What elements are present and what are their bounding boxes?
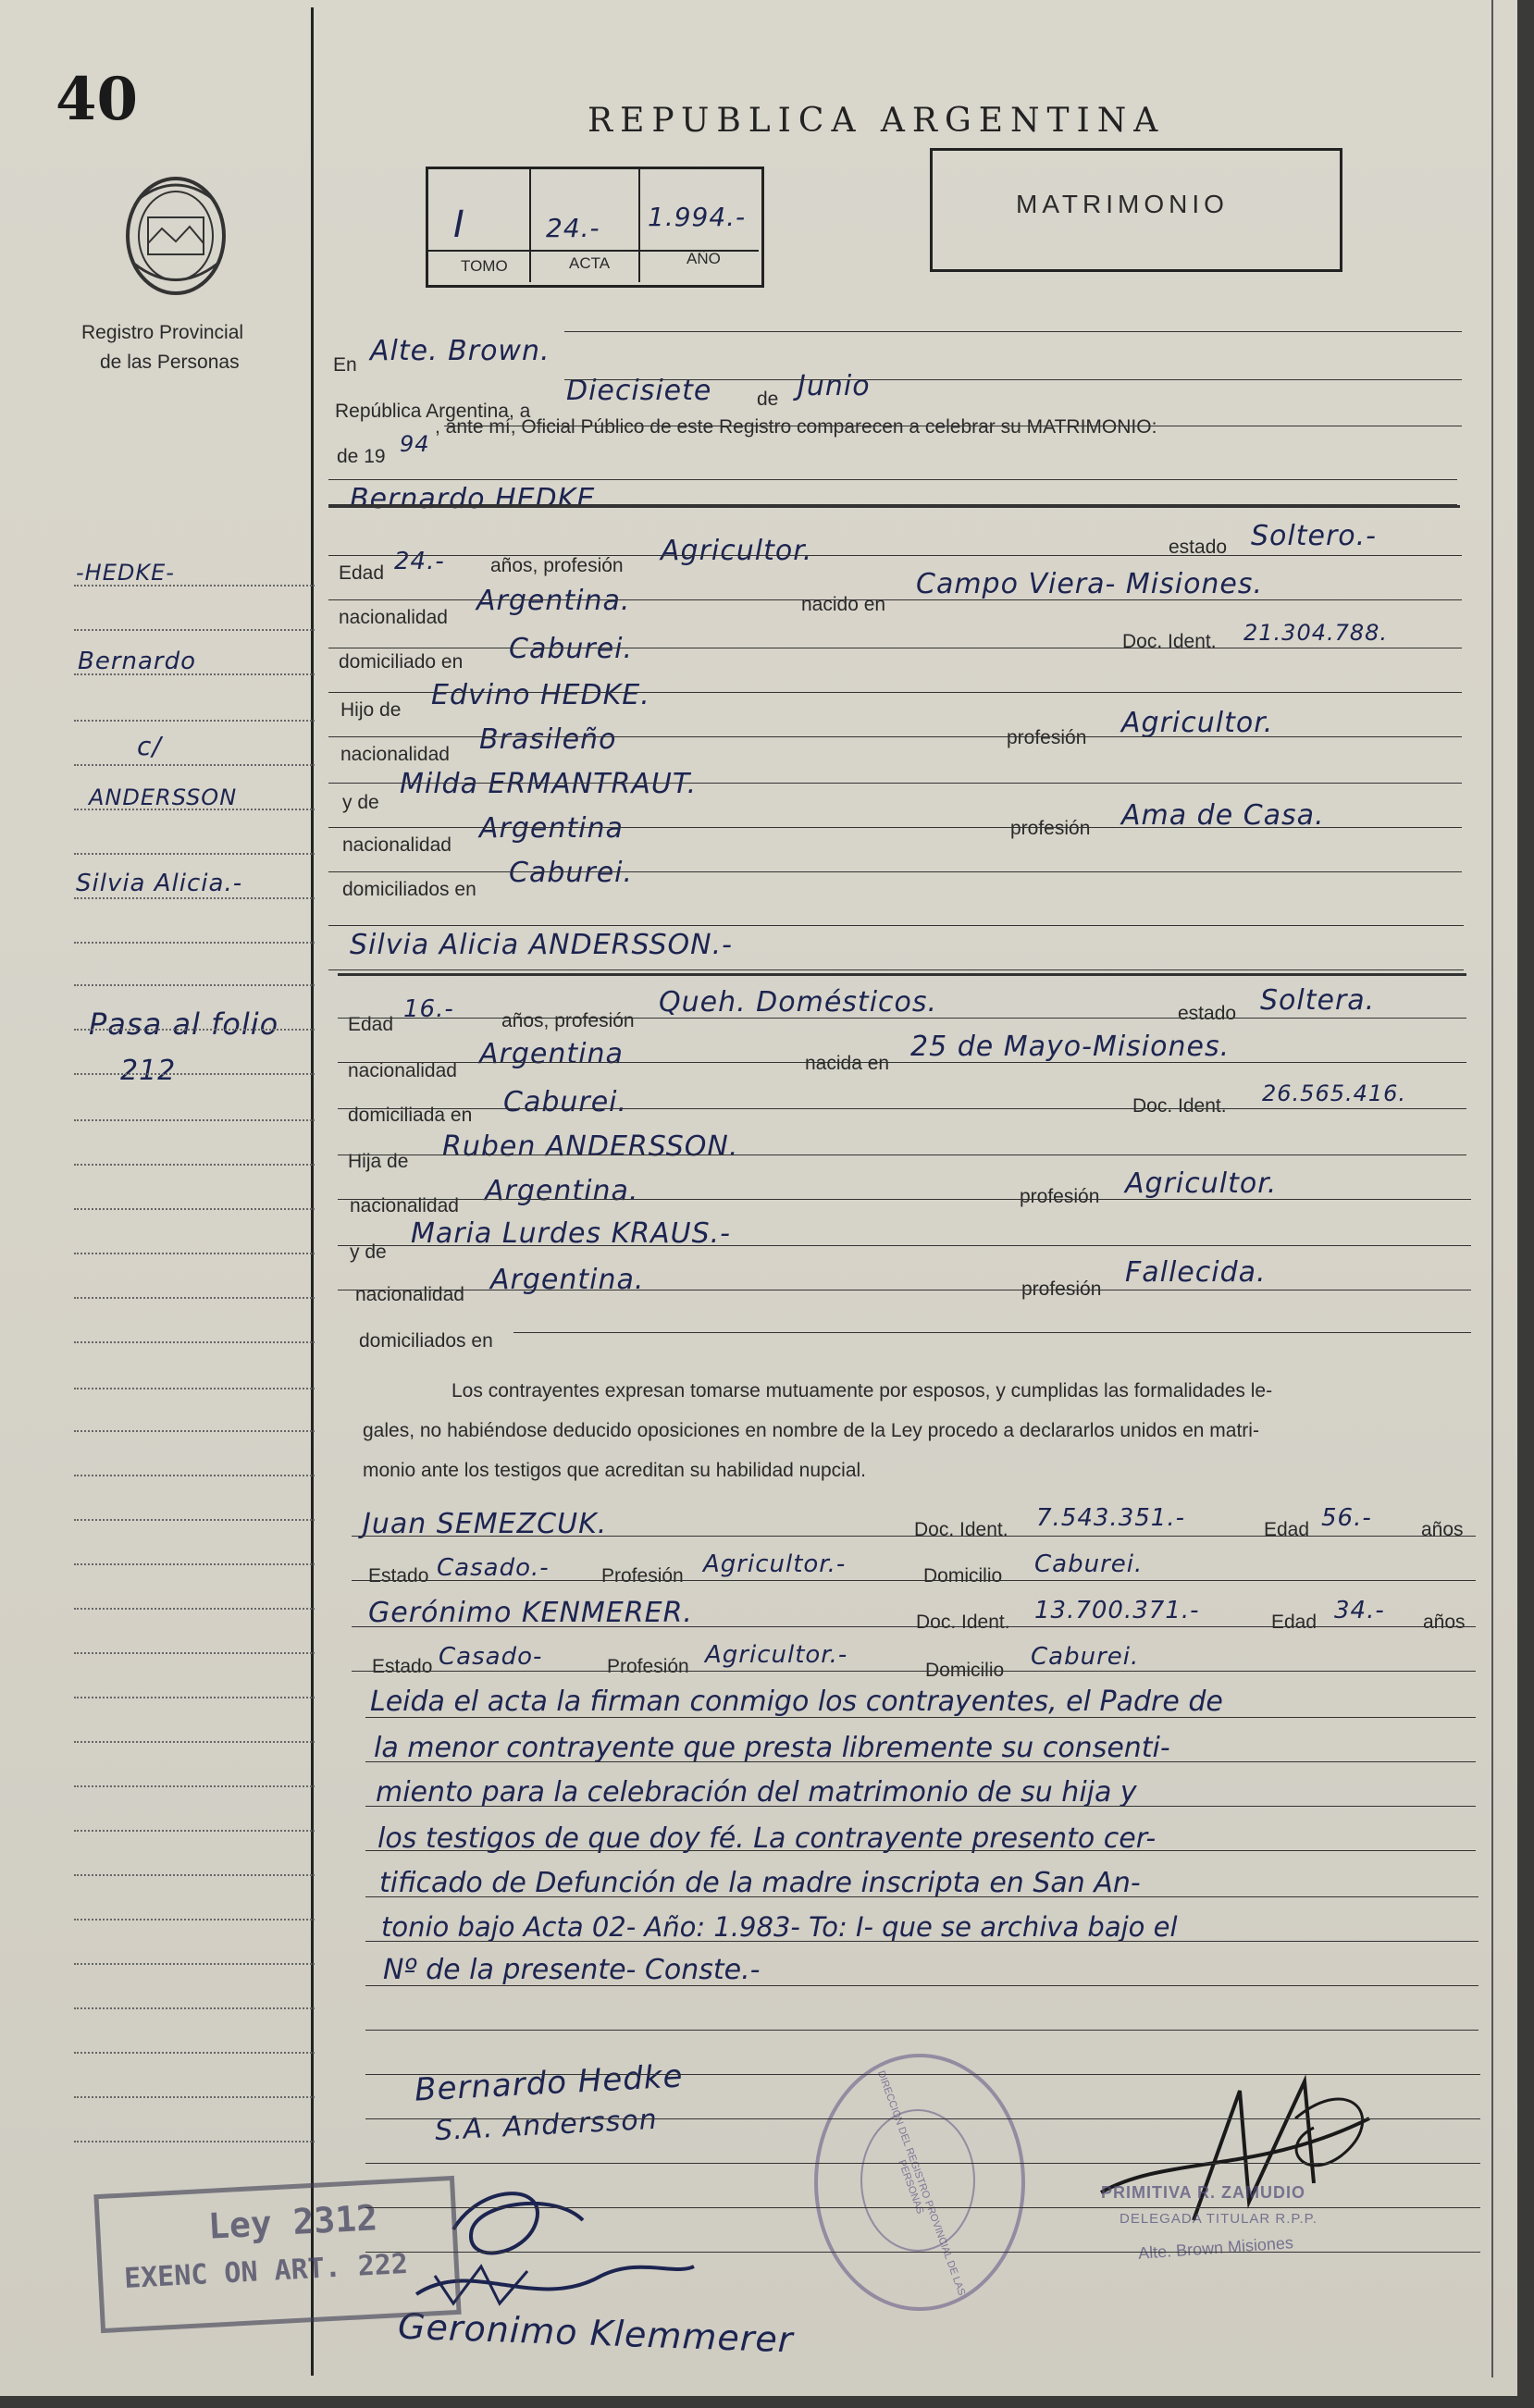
margin-dotted-line <box>74 942 315 944</box>
ley-stamp-line2: EXENC ON ART. 222 <box>123 2247 409 2296</box>
form-rule <box>365 2163 1480 2164</box>
form-rule <box>328 692 1462 693</box>
bride-domicilio: Caburei. <box>503 1086 628 1118</box>
acta-value: 24.- <box>546 213 600 243</box>
form-rule <box>328 827 1462 828</box>
groom-edad-label: Edad <box>339 562 385 584</box>
form-rule <box>328 871 1462 872</box>
margin-dotted-line <box>74 1119 315 1121</box>
registry-title-2: de las Personas <box>100 352 240 373</box>
form-rule <box>365 1717 1476 1718</box>
form-rule <box>328 783 1462 784</box>
margin-dotted-line <box>74 1874 315 1876</box>
margin-dotted-line <box>74 1388 315 1389</box>
note-line-4: los testigos de que doy fé. La contrayente presento cer- <box>377 1822 1157 1855</box>
bride-mother-nac-label: nacionalidad <box>355 1284 464 1305</box>
margin-dotted-line <box>74 764 315 766</box>
witness2-name: Gerónimo KENMERER. <box>368 1597 693 1629</box>
official-stamp-l2: DELEGADA TITULAR R.P.P. <box>1120 2211 1318 2227</box>
bride-name: Silvia Alicia ANDERSSON.- <box>350 929 733 961</box>
witness1-name: Juan SEMEZCUK. <box>363 1508 608 1540</box>
groom-prof-label: años, profesión <box>490 555 624 576</box>
form-rule <box>365 2074 1480 2075</box>
note-line-7: Nº de la presente- Conste.- <box>383 1954 761 1986</box>
official-stamp-l1: PRIMITIVA R. ZAMUDIO <box>1101 2183 1305 2202</box>
folio-number: 40 <box>56 65 139 134</box>
margin-dotted-line <box>74 1475 315 1476</box>
groom-edad: 24.- <box>394 548 445 575</box>
groom-mother-nac-label: nacionalidad <box>342 834 452 856</box>
document-title: REPUBLICA ARGENTINA <box>588 102 1166 140</box>
witness2-estado-label: Estado <box>372 1656 433 1677</box>
margin-dotted-line <box>74 1741 315 1743</box>
groom-profesion: Agricultor. <box>661 535 813 567</box>
groom-dom-label: domiciliado en <box>339 651 464 673</box>
margin-dotted-line <box>74 673 315 675</box>
bride-father-nac-label: nacionalidad <box>350 1195 459 1216</box>
form-rule <box>365 2118 1480 2119</box>
groom-nacido: Campo Viera- Misiones. <box>916 568 1264 600</box>
bride-estado: Soltera. <box>1260 984 1376 1017</box>
month-value: Junio <box>798 370 871 402</box>
declaration-line-2: gales, no habiéndose deducido oposiciones en nombre de la Ley procedo a declararlos unidos en matri- <box>363 1420 1259 1441</box>
form-rule <box>338 1108 1466 1109</box>
margin-dotted-line <box>74 1830 315 1832</box>
margin-divider <box>311 7 314 2376</box>
form-rule <box>365 1761 1476 1762</box>
republica-label: República Argentina, a <box>335 401 531 422</box>
bride-nacida: 25 de Mayo-Misiones. <box>910 1031 1231 1063</box>
form-rule <box>365 1985 1478 1986</box>
groom-doc-label: Doc. Ident. <box>1122 631 1217 652</box>
form-rule <box>352 1536 1476 1537</box>
margin-dotted-line <box>74 1253 315 1254</box>
groom-doms-label: domiciliados en <box>342 879 476 900</box>
witness2-dom: Caburei. <box>1031 1643 1140 1671</box>
margin-dotted-line <box>74 629 315 631</box>
groom-father-nac: Brasileño <box>479 723 617 756</box>
groom-yde-label: y de <box>342 792 379 813</box>
margin-dotted-line <box>74 1297 315 1299</box>
declaration-line-1: Los contrayentes expresan tomarse mutuamente por esposos, y cumplidas las formalidades le- <box>452 1380 1273 1402</box>
bride-nacionalidad: Argentina <box>479 1038 624 1070</box>
form-rule <box>365 1850 1476 1851</box>
witness1-prof: Agricultor.- <box>703 1550 847 1578</box>
bride-mother-prof-label: profesión <box>1021 1278 1102 1300</box>
bride-nac-label: nacionalidad <box>348 1060 457 1081</box>
groom-nacido-label: nacido en <box>801 594 886 615</box>
groom-nacionalidad: Argentina. <box>476 585 631 617</box>
margin-dotted-line <box>74 1519 315 1521</box>
right-border <box>1491 0 1493 2377</box>
bride-hija-label: Hija de <box>348 1151 409 1172</box>
bride-profesion: Queh. Domésticos. <box>659 986 938 1019</box>
groom-doc: 21.304.788. <box>1243 620 1389 646</box>
witness1-estado-label: Estado <box>368 1565 429 1587</box>
form-rule <box>352 1671 1476 1672</box>
margin-dotted-line <box>74 1652 315 1654</box>
groom-estado: Soltero.- <box>1251 520 1378 552</box>
form-rule <box>352 1580 1476 1581</box>
bride-father-prof-label: profesión <box>1020 1186 1100 1207</box>
ano-value: 1.994.- <box>648 202 747 232</box>
witness2-prof-label: Profesión <box>607 1656 689 1677</box>
margin-note-bride: Silvia Alicia.- <box>76 870 243 897</box>
margin-dotted-line <box>74 897 315 899</box>
acta-label: ACTA <box>569 254 611 272</box>
form-rule <box>328 736 1462 737</box>
bride-estado-label: estado <box>1178 1003 1237 1024</box>
groom-domicilio: Caburei. <box>509 633 634 665</box>
round-stamp-text: DIRECCION DEL REGISTRO PROVINCIAL DE LAS PERSONAS <box>874 2068 968 2298</box>
bride-father: Ruben ANDERSSON. <box>442 1130 739 1163</box>
groom-mother: Milda ERMANTRAUT. <box>400 768 698 800</box>
margin-dotted-line <box>74 1963 315 1965</box>
section-separator <box>328 505 1460 508</box>
bride-mother-prof: Fallecida. <box>1125 1256 1267 1289</box>
witness2-prof: Agricultor.- <box>705 1641 848 1669</box>
margin-dotted-line <box>74 1563 315 1565</box>
groom-father: Edvino HEDKE. <box>431 679 650 711</box>
margin-dotted-line <box>74 1073 315 1075</box>
form-rule <box>352 1626 1476 1627</box>
witness1-estado: Casado.- <box>437 1554 550 1582</box>
form-rule <box>338 1199 1471 1200</box>
form-rule <box>365 1806 1476 1807</box>
declaration-line-3: monio ante los testigos que acreditan su habilidad nupcial. <box>363 1460 867 1481</box>
groom-mother-prof: Ama de Casa. <box>1121 799 1325 832</box>
bride-father-nac: Argentina. <box>485 1175 639 1207</box>
margin-dotted-line <box>74 984 315 986</box>
bride-yde-label: y de <box>350 1241 387 1263</box>
note-line-2: la menor contrayente que presta libremente su consenti- <box>374 1732 1170 1764</box>
intro-text: , ante mí, Oficial Público de este Registro comparecen a celebrar su MATRIMONIO: <box>435 416 1157 438</box>
year-prefix: de 19 <box>337 446 386 467</box>
margin-dotted-line <box>74 2141 315 2143</box>
witness2-edad-label: Edad <box>1271 1612 1318 1633</box>
groom-estado-label: estado <box>1169 537 1228 558</box>
form-rule <box>564 331 1462 332</box>
groom-nac-label: nacionalidad <box>339 607 448 628</box>
form-rule <box>328 925 1464 926</box>
margin-dotted-line <box>74 853 315 855</box>
note-line-6: tonio bajo Acta 02- Año: 1.983- To: I- que se archiva bajo el <box>381 1911 1178 1943</box>
groom-mother-nac: Argentina <box>479 812 624 845</box>
form-rule <box>365 1941 1478 1942</box>
bride-doc-label: Doc. Ident. <box>1132 1095 1227 1117</box>
form-rule <box>328 599 1462 600</box>
bride-doc: 26.565.416. <box>1262 1081 1407 1106</box>
bride-edad-label: Edad <box>348 1014 394 1035</box>
groom-father-nac-label: nacionalidad <box>340 744 450 765</box>
registry-title-1: Registro Provincial <box>81 322 244 343</box>
groom-mother-prof-label: profesión <box>1010 818 1091 839</box>
margin-note-folio: 212 <box>120 1055 177 1087</box>
day-value: Diecisiete <box>566 375 712 407</box>
witness1-prof-label: Profesión <box>601 1565 684 1587</box>
margin-dotted-line <box>74 809 315 810</box>
witness1-dom-label: Domicilio <box>923 1565 1003 1587</box>
year-value: 94 <box>400 431 430 457</box>
groom-parents-dom: Caburei. <box>509 857 634 889</box>
margin-dotted-line <box>74 1608 315 1610</box>
official-stamp-l3: Alte. Brown Misiones <box>1137 2233 1294 2263</box>
tomo-value: I <box>453 204 465 246</box>
witness1-doc-label: Doc. Ident. <box>914 1519 1008 1540</box>
margin-dotted-line <box>74 1164 315 1166</box>
signature-witness: Geronimo Klemmerer <box>397 2305 795 2361</box>
margin-note-bride-surname: ANDERSSON <box>89 784 238 810</box>
groom-name: Bernardo HEDKE <box>350 483 596 515</box>
witness1-anos-label: años <box>1421 1519 1464 1540</box>
bride-doms-label: domiciliados en <box>359 1330 493 1352</box>
margin-dotted-line <box>74 585 315 587</box>
margin-dotted-line <box>74 2052 315 2054</box>
margin-dotted-line <box>74 1029 315 1031</box>
place-value: Alte. Brown. <box>370 335 551 367</box>
form-rule <box>328 555 1462 556</box>
form-rule <box>338 1245 1471 1246</box>
form-rule <box>328 969 1464 970</box>
form-rule <box>338 1062 1466 1063</box>
form-rule <box>328 479 1457 480</box>
witness1-dom: Caburei. <box>1034 1550 1144 1578</box>
margin-dotted-line <box>74 2007 315 2009</box>
margin-note-surname: -HEDKE- <box>76 560 175 586</box>
form-rule <box>564 379 1462 380</box>
province-crest-icon <box>116 171 236 301</box>
note-line-5: tificado de Defunción de la madre inscripta en San An- <box>379 1867 1141 1899</box>
note-line-1: Leida el acta la firman conmigo los contrayentes, el Padre de <box>370 1686 1223 1718</box>
margin-dotted-line <box>74 1341 315 1343</box>
en-label: En <box>333 354 357 376</box>
groom-father-prof: Agricultor. <box>1121 707 1274 739</box>
section-separator <box>338 973 1466 976</box>
margin-dotted-line <box>74 1919 315 1920</box>
witness2-doc-label: Doc. Ident. <box>916 1612 1010 1633</box>
ano-label: AÑO <box>687 250 721 267</box>
witness2-edad: 34.- <box>1334 1597 1385 1624</box>
form-rule <box>365 2207 1480 2208</box>
signature-groom: Bernardo Hedke <box>414 2057 685 2109</box>
witness2-estado: Casado- <box>439 1643 543 1671</box>
form-rule <box>338 1018 1466 1019</box>
bride-mother: Maria Lurdes KRAUS.- <box>411 1217 731 1250</box>
form-rule <box>365 2030 1478 2031</box>
groom-father-prof-label: profesión <box>1007 727 1087 748</box>
witness2-anos-label: años <box>1423 1612 1466 1633</box>
signature-bride: S.A. Andersson <box>434 2103 659 2148</box>
witness1-edad-label: Edad <box>1264 1519 1310 1540</box>
margin-dotted-line <box>74 2096 315 2098</box>
document-type: MATRIMONIO <box>1016 190 1229 218</box>
form-rule <box>365 1896 1478 1897</box>
bride-nacida-label: nacida en <box>805 1053 890 1074</box>
groom-hijo-label: Hijo de <box>340 699 402 721</box>
margin-note-groom: Bernardo <box>78 648 197 675</box>
margin-dotted-line <box>74 720 315 722</box>
witness1-edad: 56.- <box>1321 1504 1372 1532</box>
margin-dotted-line <box>74 1697 315 1698</box>
form-rule <box>513 1332 1471 1333</box>
margin-note-pasa: Pasa al folio <box>89 1006 279 1042</box>
witness1-doc: 7.543.351.- <box>1036 1504 1185 1532</box>
margin-dotted-line <box>74 1785 315 1787</box>
ley-stamp-line1: Ley 2312 <box>206 2197 379 2247</box>
note-line-3: miento para la celebración del matrimonio de su hija y <box>376 1776 1137 1809</box>
margin-note-con: c/ <box>137 731 162 761</box>
form-rule <box>365 2252 1480 2253</box>
de-label: de <box>757 389 779 410</box>
margin-dotted-line <box>74 1430 315 1432</box>
bride-edad: 16.- <box>403 995 454 1023</box>
bride-dom-label: domiciliada en <box>348 1105 473 1126</box>
witness2-dom-label: Domicilio <box>925 1660 1005 1681</box>
bride-father-prof: Agricultor. <box>1125 1167 1278 1200</box>
tomo-label: TOMO <box>461 257 508 275</box>
bride-mother-nac: Argentina. <box>490 1264 645 1296</box>
bride-prof-label: años, profesión <box>501 1010 635 1031</box>
witness2-doc: 13.700.371.- <box>1034 1597 1200 1624</box>
margin-dotted-line <box>74 1208 315 1210</box>
